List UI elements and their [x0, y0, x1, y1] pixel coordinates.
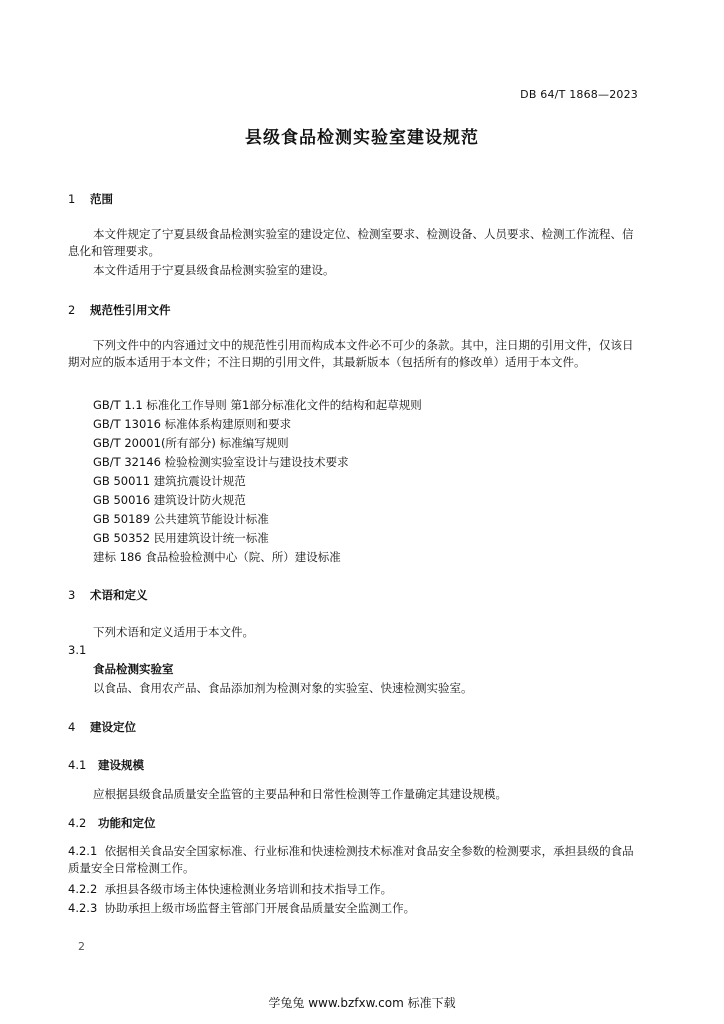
clause-text: 承担县各级市场主体快速检测业务培训和技术指导工作。 [104, 882, 393, 896]
reference-item: GB 50352 民用建筑设计统一标准 [93, 531, 269, 545]
section-number: 1 [68, 192, 76, 206]
clause-number: 4.2.3 [68, 901, 98, 915]
section-2-paragraph-1: 下列文件中的内容通过文中的规范性引用而构成本文件必不可少的条款。其中，注日期的引用文件，仅该日期对应的版本适用于本文件；不注日期的引用文件，其最新版本（包括所有的修改单）适用于本文件。 [68, 338, 634, 369]
reference-item: 建标 186 食品检验检测中心（院、所）建设标准 [93, 550, 341, 564]
subsection-4-2-heading [68, 815, 640, 832]
section-3-paragraph-1: 下列术语和定义适用于本文件。 [93, 625, 254, 639]
section-number: 4 [68, 720, 76, 734]
section-title: 术语和定义 [90, 588, 148, 602]
subsection-4-1-heading [68, 757, 640, 774]
clause-number: 4.2.2 [68, 882, 98, 896]
term-name: 食品检测实验室 [93, 662, 174, 676]
clause-4-2-2 [68, 881, 640, 898]
section-3-heading [68, 587, 640, 604]
reference-item: GB/T 13016 标准体系构建原则和要求 [93, 417, 292, 431]
subsection-4-1-paragraph: 应根据县级食品质量安全监管的主要品种和日常性检测等工作量确定其建设规模。 [93, 787, 507, 801]
section-title: 范围 [90, 192, 113, 206]
clause-number: 4.2.1 [68, 844, 98, 858]
section-4-heading [68, 719, 640, 736]
document-title: 县级食品检测实验室建设规范 [245, 128, 479, 148]
section-number: 3 [68, 588, 76, 602]
subsection-title: 建设规模 [98, 758, 144, 772]
reference-item: GB 50016 建筑设计防火规范 [93, 493, 246, 507]
section-2-heading [68, 302, 640, 319]
term-definition: 以食品、食用农产品、食品添加剂为检测对象的实验室、快速检测实验室。 [93, 681, 473, 695]
clause-text: 依据相关食品安全国家标准、行业标准和快速检测技术标准对食品安全参数的检测要求，承担县级的食品质量安全日常检测工作。 [68, 844, 634, 875]
clause-4-2-1 [68, 843, 640, 877]
section-number: 2 [68, 303, 76, 317]
clause-4-2-3 [68, 900, 640, 917]
document-code: DB 64/T 1868—2023 [520, 88, 638, 101]
section-title: 建设定位 [90, 720, 136, 734]
clause-text: 协助承担上级市场监督主管部门开展食品质量安全监测工作。 [104, 901, 416, 915]
reference-item: GB/T 20001(所有部分) 标准编写规则 [93, 436, 289, 450]
reference-item: GB/T 32146 检验检测实验室设计与建设技术要求 [93, 455, 349, 469]
reference-item: GB 50189 公共建筑节能设计标准 [93, 512, 269, 526]
normative-reference-list [68, 397, 640, 568]
subsection-number: 4.2 [68, 816, 87, 830]
subsection-number: 4.1 [68, 758, 87, 772]
section-title: 规范性引用文件 [90, 303, 171, 317]
reference-item: GB/T 1.1 标准化工作导则 第1部分标准化文件的结构和起草规则 [93, 398, 422, 412]
page-number: 2 [78, 940, 85, 953]
subsection-title: 功能和定位 [98, 816, 156, 830]
section-1-heading [68, 191, 640, 208]
section-1-paragraph-1: 本文件规定了宁夏县级食品检测实验室的建设定位、检测室要求、检测设备、人员要求、检测工作流程、信息化和管理要求。 [68, 227, 634, 258]
reference-item: GB 50011 建筑抗震设计规范 [93, 474, 246, 488]
section-1-paragraph-2: 本文件适用于宁夏县级食品检测实验室的建设。 [93, 263, 335, 277]
term-number: 3.1 [68, 643, 87, 657]
footer-watermark: 学兔兔 www.bzfxw.com 标准下载 [268, 996, 456, 1010]
